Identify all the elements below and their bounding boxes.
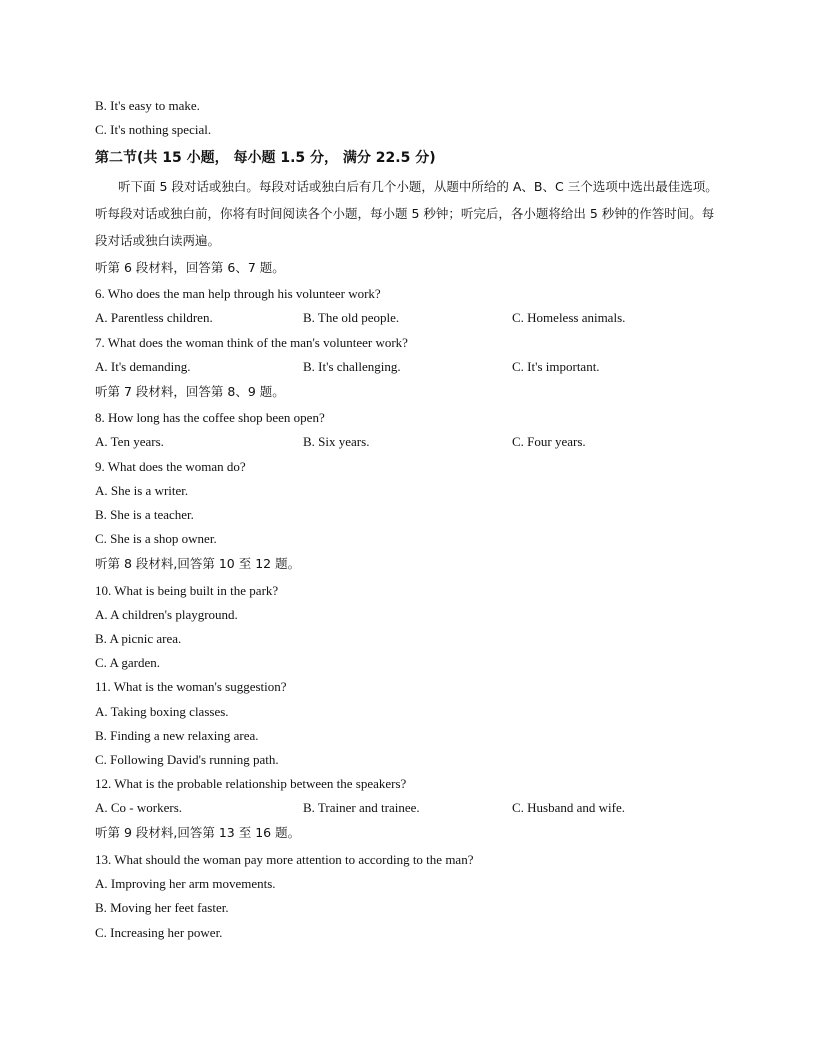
question-8-stem: 8. How long has the coffee shop been open? xyxy=(95,410,325,425)
question-13-option-b: B. Moving her feet faster. xyxy=(95,900,229,915)
question-8-option-a: A. Ten years. xyxy=(95,434,164,449)
question-6-option-b: B. The old people. xyxy=(303,310,400,325)
question-6-option-a: A. Parentless children. xyxy=(95,310,213,325)
question-10-stem: 10. What is being built in the park? xyxy=(95,583,279,598)
question-12-option-b: B. Trainer and trainee. xyxy=(303,800,420,815)
question-13-option-a: A. Improving her arm movements. xyxy=(95,876,276,891)
material-6-heading: 听第 6 段材料，回答第 6、7 题。 xyxy=(95,260,285,275)
question-6-option-c: C. Homeless animals. xyxy=(512,310,626,325)
section-title: 第二节(共 15 小题， 每小题 1.5 分， 满分 22.5 分) xyxy=(95,150,436,166)
question-9-option-c: C. She is a shop owner. xyxy=(95,531,217,546)
question-13-stem: 13. What should the woman pay more attention to according to the man? xyxy=(95,852,474,867)
question-11-option-a: A. Taking boxing classes. xyxy=(95,704,229,719)
question-7-option-a: A. It's demanding. xyxy=(95,359,191,374)
material-9-heading: 听第 9 段材料,回答第 13 至 16 题。 xyxy=(95,825,301,840)
option-c-previous-question: C. It's nothing special. xyxy=(95,122,212,137)
option-b-previous-question: B. It's easy to make. xyxy=(95,98,200,113)
material-8-heading: 听第 8 段材料,回答第 10 至 12 题。 xyxy=(95,556,301,571)
question-7-option-c: C. It's important. xyxy=(512,359,600,374)
question-9-stem: 9. What does the woman do? xyxy=(95,459,246,474)
question-8-option-b: B. Six years. xyxy=(303,434,370,449)
question-13-option-c: C. Increasing her power. xyxy=(95,925,223,940)
question-12-option-c: C. Husband and wife. xyxy=(512,800,626,815)
question-9-option-a: A. She is a writer. xyxy=(95,483,189,498)
material-7-heading: 听第 7 段材料，回答第 8、9 题。 xyxy=(95,384,285,399)
question-8-option-c: C. Four years. xyxy=(512,434,586,449)
question-12-option-a: A. Co - workers. xyxy=(95,800,183,815)
question-10-option-b: B. A picnic area. xyxy=(95,631,182,646)
question-7-option-b: B. It's challenging. xyxy=(303,359,401,374)
question-10-option-a: A. A children's playground. xyxy=(95,607,238,622)
question-11-option-b: B. Finding a new relaxing area. xyxy=(95,728,259,743)
question-11-option-c: C. Following David's running path. xyxy=(95,752,279,767)
question-10-option-c: C. A garden. xyxy=(95,655,160,670)
question-12-stem: 12. What is the probable relationship between the speakers? xyxy=(95,776,407,791)
question-9-option-b: B. She is a teacher. xyxy=(95,507,194,522)
question-11-stem: 11. What is the woman's suggestion? xyxy=(95,679,287,694)
question-7-stem: 7. What does the woman think of the man's volunteer work? xyxy=(95,335,408,350)
question-6-stem: 6. Who does the man help through his volunteer work? xyxy=(95,286,381,301)
section-instructions: 听下面 5 段对话或独白。每段对话或独白后有几个小题，从题中所给的 A、B、C 三个选项中选出最佳选项。听每段对话或独白前，你将有时间阅读各个小题，每小题 5 秒钟；听完后，各小题将给出 5 秒钟的作答时间。每段对话或独白读两遍。 xyxy=(95,179,718,248)
